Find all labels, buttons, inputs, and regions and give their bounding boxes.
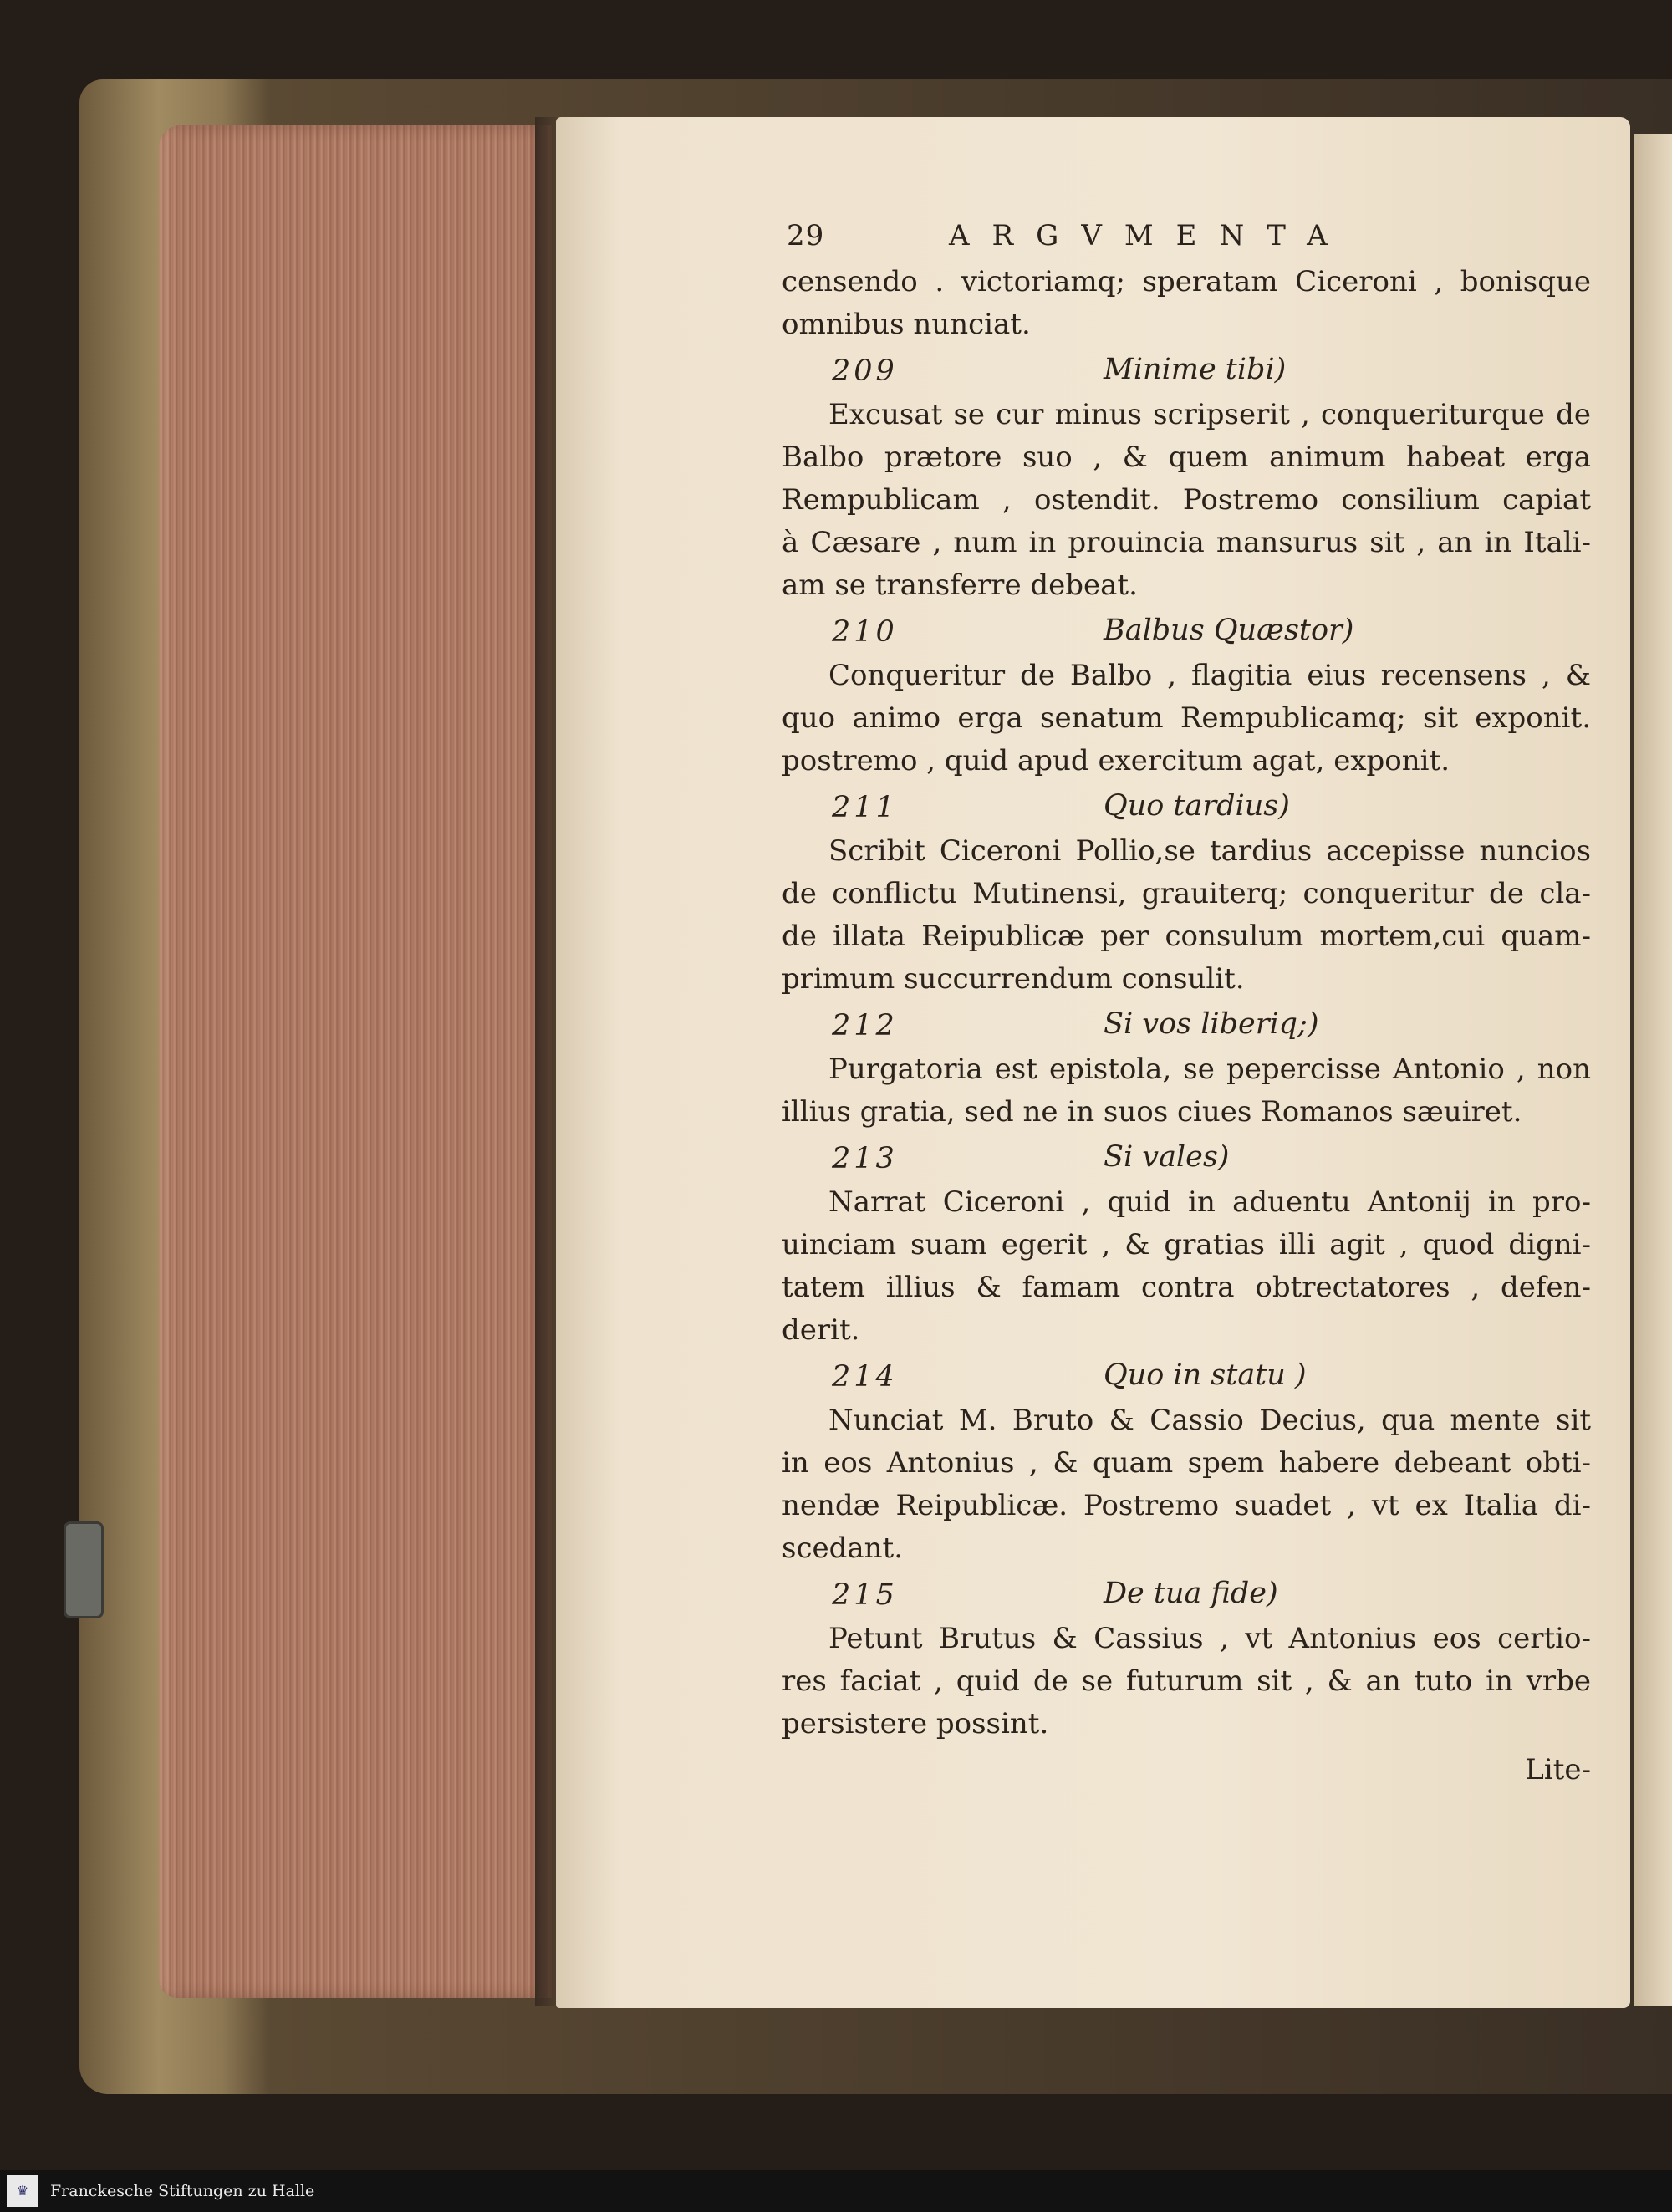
- page-number: 29: [787, 219, 825, 252]
- text-line: Excusat se cur minus scripserit , conqueriturque de: [828, 398, 1591, 431]
- text-line: res faciat , quid de se futurum sit , & an tuto in vrbe: [782, 1664, 1591, 1698]
- entry-number: 214: [832, 1360, 898, 1394]
- entry-incipit: Si vos liberiq;): [1104, 1007, 1319, 1041]
- text-line: de illata Reipublicæ per consulum mortem,cui quam-: [782, 920, 1591, 953]
- text-line: uinciam suam egerit , & gratias illi agit , quod digni-: [782, 1228, 1591, 1261]
- page-header: [782, 219, 1591, 261]
- text-line: à Cæsare , num in prouincia mansurus sit , an in Itali-: [782, 526, 1591, 559]
- entry-incipit: Balbus Quæstor): [1104, 614, 1354, 647]
- entry-213: [782, 1134, 1591, 1352]
- entry-heading: [782, 1352, 1591, 1399]
- institution-logo-icon: ♛: [7, 2175, 38, 2207]
- catchword: Lite-: [1525, 1753, 1591, 1786]
- entry-heading: [782, 1570, 1591, 1618]
- page-edges: [159, 125, 552, 1998]
- text-line: Balbo prætore suo , & quem animum habeat erga: [782, 441, 1591, 474]
- text-line: Narrat Ciceroni , quid in aduentu Antonij in pro-: [828, 1185, 1591, 1219]
- entry-214: [782, 1352, 1591, 1570]
- text-line: Conqueritur de Balbo , flagitia eius recensens , &: [828, 659, 1591, 692]
- entry-number: 211: [832, 791, 898, 824]
- text-line: illius gratia, sed ne in suos ciues Romanos sæuiret.: [782, 1095, 1522, 1129]
- entry-heading: [782, 346, 1591, 394]
- entry-number: 209: [832, 354, 898, 388]
- text-line: tatem illius & famam contra obtrectatores , defen-: [782, 1271, 1591, 1304]
- text-line: derit.: [782, 1313, 860, 1347]
- text-line: scedant.: [782, 1532, 904, 1565]
- text-line: censendo . victoriamq; speratam Ciceroni , bonisque: [782, 265, 1591, 298]
- entry-heading: [782, 607, 1591, 655]
- entry-heading: [782, 782, 1591, 830]
- entry-heading: [782, 1001, 1591, 1048]
- text-line: am se transferre debeat.: [782, 568, 1138, 602]
- entry-209: [782, 346, 1591, 607]
- viewer-footer: [0, 2170, 1672, 2212]
- entry-incipit: De tua fide): [1104, 1577, 1278, 1610]
- running-title: ARGVMENTA: [949, 219, 1350, 252]
- text-line: in eos Antonius , & quam spem habere debeant obti-: [782, 1446, 1591, 1480]
- text-line: Rempublicam , ostendit. Postremo consilium capiat: [782, 483, 1591, 517]
- text-line: Petunt Brutus & Cassius , vt Antonius eos certio-: [828, 1622, 1591, 1655]
- page-text: [782, 219, 1591, 1794]
- text-line: quo animo erga senatum Rempublicamq; sit exponit.: [782, 701, 1591, 735]
- text-line: Nunciat M. Bruto & Cassio Decius, qua mente sit: [828, 1404, 1591, 1437]
- text-line: de conflictu Mutinensi, grauiterq; conqueritur de cla-: [782, 877, 1591, 910]
- text-line: primum succurrendum consulit.: [782, 962, 1245, 996]
- entry-number: 215: [832, 1578, 898, 1612]
- text-line: Purgatoria est epistola, se pepercisse Antonio , non: [828, 1052, 1591, 1086]
- entry-number: 213: [832, 1142, 898, 1175]
- entry-210: [782, 607, 1591, 782]
- institution-name: Franckesche Stiftungen zu Halle: [50, 2182, 315, 2200]
- facing-page-edge: [1634, 134, 1672, 2006]
- entry-incipit: Quo in statu ): [1104, 1358, 1307, 1392]
- text-line: Scribit Ciceroni Pollio,se tardius accepisse nuncios: [828, 834, 1591, 868]
- entry-211: [782, 782, 1591, 1001]
- entry-incipit: Quo tardius): [1104, 789, 1290, 823]
- text-line: nendæ Reipublicæ. Postremo suadet , vt ex Italia di-: [782, 1489, 1591, 1522]
- entry-215: [782, 1570, 1591, 1746]
- text-line: postremo , quid apud exercitum agat, exponit.: [782, 744, 1450, 777]
- entry-number: 210: [832, 615, 898, 649]
- text-line: persistere possint.: [782, 1707, 1049, 1741]
- entry-incipit: Si vales): [1104, 1140, 1230, 1174]
- entry-heading: [782, 1134, 1591, 1181]
- entry-number: 212: [832, 1009, 898, 1042]
- entry-212: [782, 1001, 1591, 1134]
- entry-incipit: Minime tibi): [1104, 353, 1287, 386]
- clasp-icon: [64, 1521, 104, 1618]
- text-line: omnibus nunciat.: [782, 308, 1031, 341]
